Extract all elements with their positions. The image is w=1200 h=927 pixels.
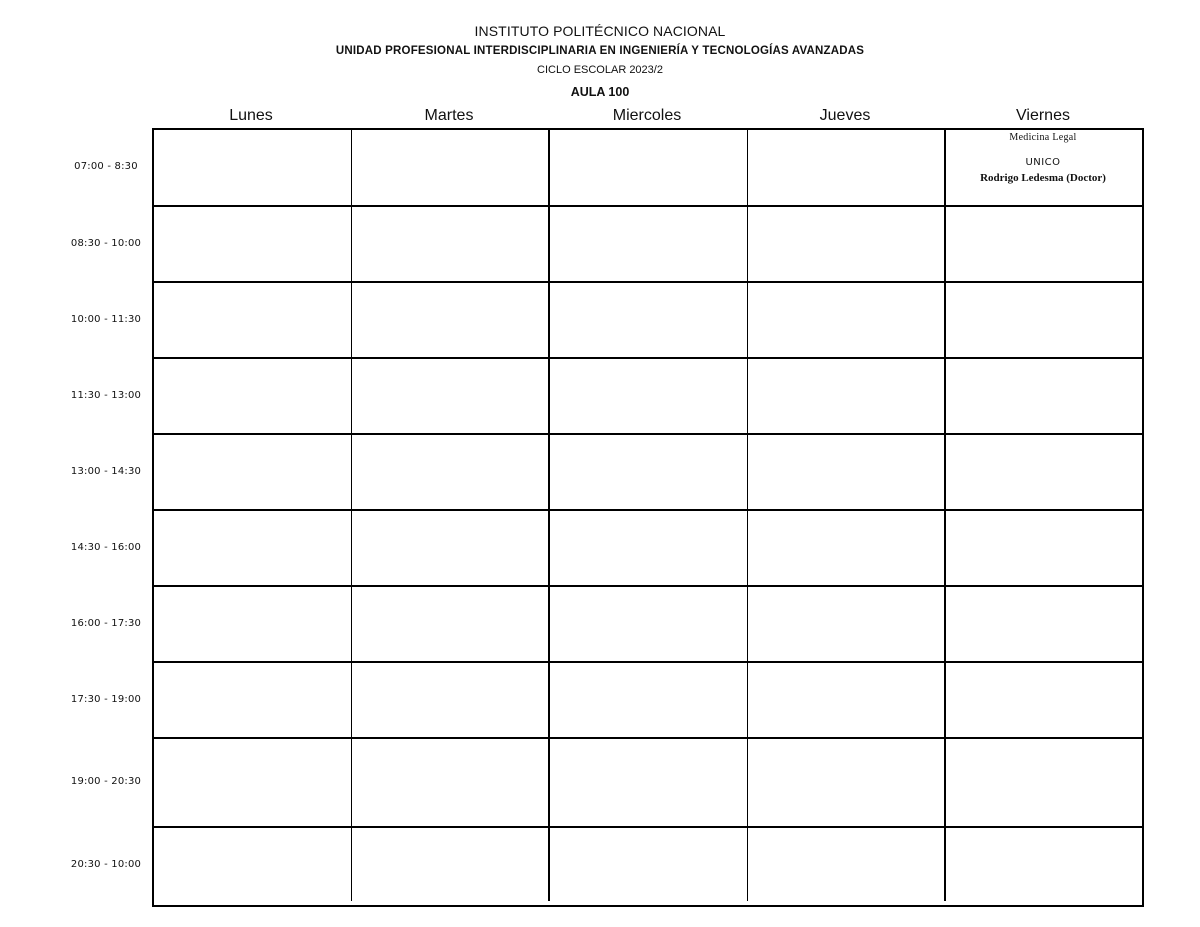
schedule-cell [946, 359, 1140, 433]
schedule-grid [152, 128, 1144, 907]
schedule-cell [550, 828, 748, 901]
time-slot-label: 14:30 - 16:00 [70, 541, 142, 553]
schedule-cell [154, 663, 352, 737]
schedule-cell [352, 587, 550, 661]
schedule-cell [154, 283, 352, 357]
schedule-cell [154, 435, 352, 509]
time-slot-label: 07:00 - 8:30 [74, 161, 138, 172]
schedule-cell [550, 207, 748, 281]
schedule-cell [352, 511, 550, 585]
day-header: Viernes [1016, 107, 1070, 124]
schedule-cell [154, 828, 352, 901]
schedule-row [154, 828, 1142, 901]
schedule-cell [748, 207, 946, 281]
schedule-cell [352, 359, 550, 433]
schedule-cell [550, 511, 748, 585]
schedule-cell [550, 283, 748, 357]
schedule-cell [946, 283, 1140, 357]
day-header: Jueves [819, 107, 871, 124]
schedule-cell [352, 130, 550, 205]
time-slot-column [60, 128, 152, 903]
schedule-cell [550, 739, 748, 826]
schedule-cell [550, 587, 748, 661]
schedule-cell [946, 828, 1140, 901]
day-header: Martes [424, 107, 474, 124]
schedule-cell [748, 663, 946, 737]
day-header: Miercoles [612, 107, 682, 124]
schedule-row [154, 435, 1142, 511]
day-header-row [152, 107, 1144, 127]
unit-title: UNIDAD PROFESIONAL INTERDISCIPLINARIA EN INGENIERÍA Y TECNOLOGÍAS AVANZADAS [335, 45, 865, 57]
time-slot-label: 08:30 - 10:00 [70, 237, 142, 249]
course-name: Medicina Legal [1009, 132, 1077, 143]
time-slot-label: 20:30 - 10:00 [70, 859, 142, 870]
schedule-cell [946, 511, 1140, 585]
schedule-row [154, 207, 1142, 283]
schedule-cell [352, 663, 550, 737]
course-teacher: Rodrigo Ledesma (Doctor) [980, 172, 1106, 184]
time-slot-label: 17:30 - 19:00 [70, 693, 142, 705]
schedule-cell [352, 828, 550, 901]
schedule-cell [946, 739, 1140, 826]
schedule-cell [748, 587, 946, 661]
schedule-cell [748, 130, 946, 205]
schedule-cell [352, 435, 550, 509]
time-slot-label: 10:00 - 11:30 [70, 313, 142, 325]
schedule-cell [946, 663, 1140, 737]
course-entry [946, 132, 1140, 184]
schedule-row [154, 587, 1142, 663]
schedule-cell [748, 828, 946, 901]
room-label: AULA 100 [570, 85, 630, 99]
schedule-cell [748, 283, 946, 357]
day-header: Lunes [229, 107, 273, 124]
schedule-cell [946, 587, 1140, 661]
schedule-cell [550, 130, 748, 205]
schedule-cell [946, 435, 1140, 509]
schedule-cell [154, 130, 352, 205]
schedule-cell [154, 587, 352, 661]
schedule-cell [550, 359, 748, 433]
time-slot-label: 11:30 - 13:00 [70, 389, 142, 401]
time-slot-label: 13:00 - 14:30 [70, 465, 142, 477]
schedule-cell [154, 739, 352, 826]
schedule-cell [748, 511, 946, 585]
cycle-label: CICLO ESCOLAR 2023/2 [537, 64, 663, 76]
institution-title: INSTITUTO POLITÉCNICO NACIONAL [474, 23, 726, 39]
schedule-cell [748, 359, 946, 433]
schedule-cell [946, 207, 1140, 281]
schedule-cell [748, 739, 946, 826]
schedule-cell [352, 739, 550, 826]
schedule-row [154, 283, 1142, 359]
schedule-row [154, 739, 1142, 828]
schedule-cell [550, 435, 748, 509]
schedule-cell [352, 207, 550, 281]
schedule-cell [550, 663, 748, 737]
schedule-cell [154, 511, 352, 585]
course-group: UNICO [1025, 157, 1061, 168]
schedule-cell [946, 130, 1140, 205]
schedule-cell [748, 435, 946, 509]
schedule-cell [352, 283, 550, 357]
schedule-cell [154, 359, 352, 433]
time-slot-label: 16:00 - 17:30 [70, 617, 142, 629]
schedule-row [154, 130, 1142, 207]
schedule-row [154, 511, 1142, 587]
schedule-row [154, 359, 1142, 435]
schedule-cell [154, 207, 352, 281]
schedule-row [154, 663, 1142, 739]
time-slot-label: 19:00 - 20:30 [70, 776, 142, 787]
